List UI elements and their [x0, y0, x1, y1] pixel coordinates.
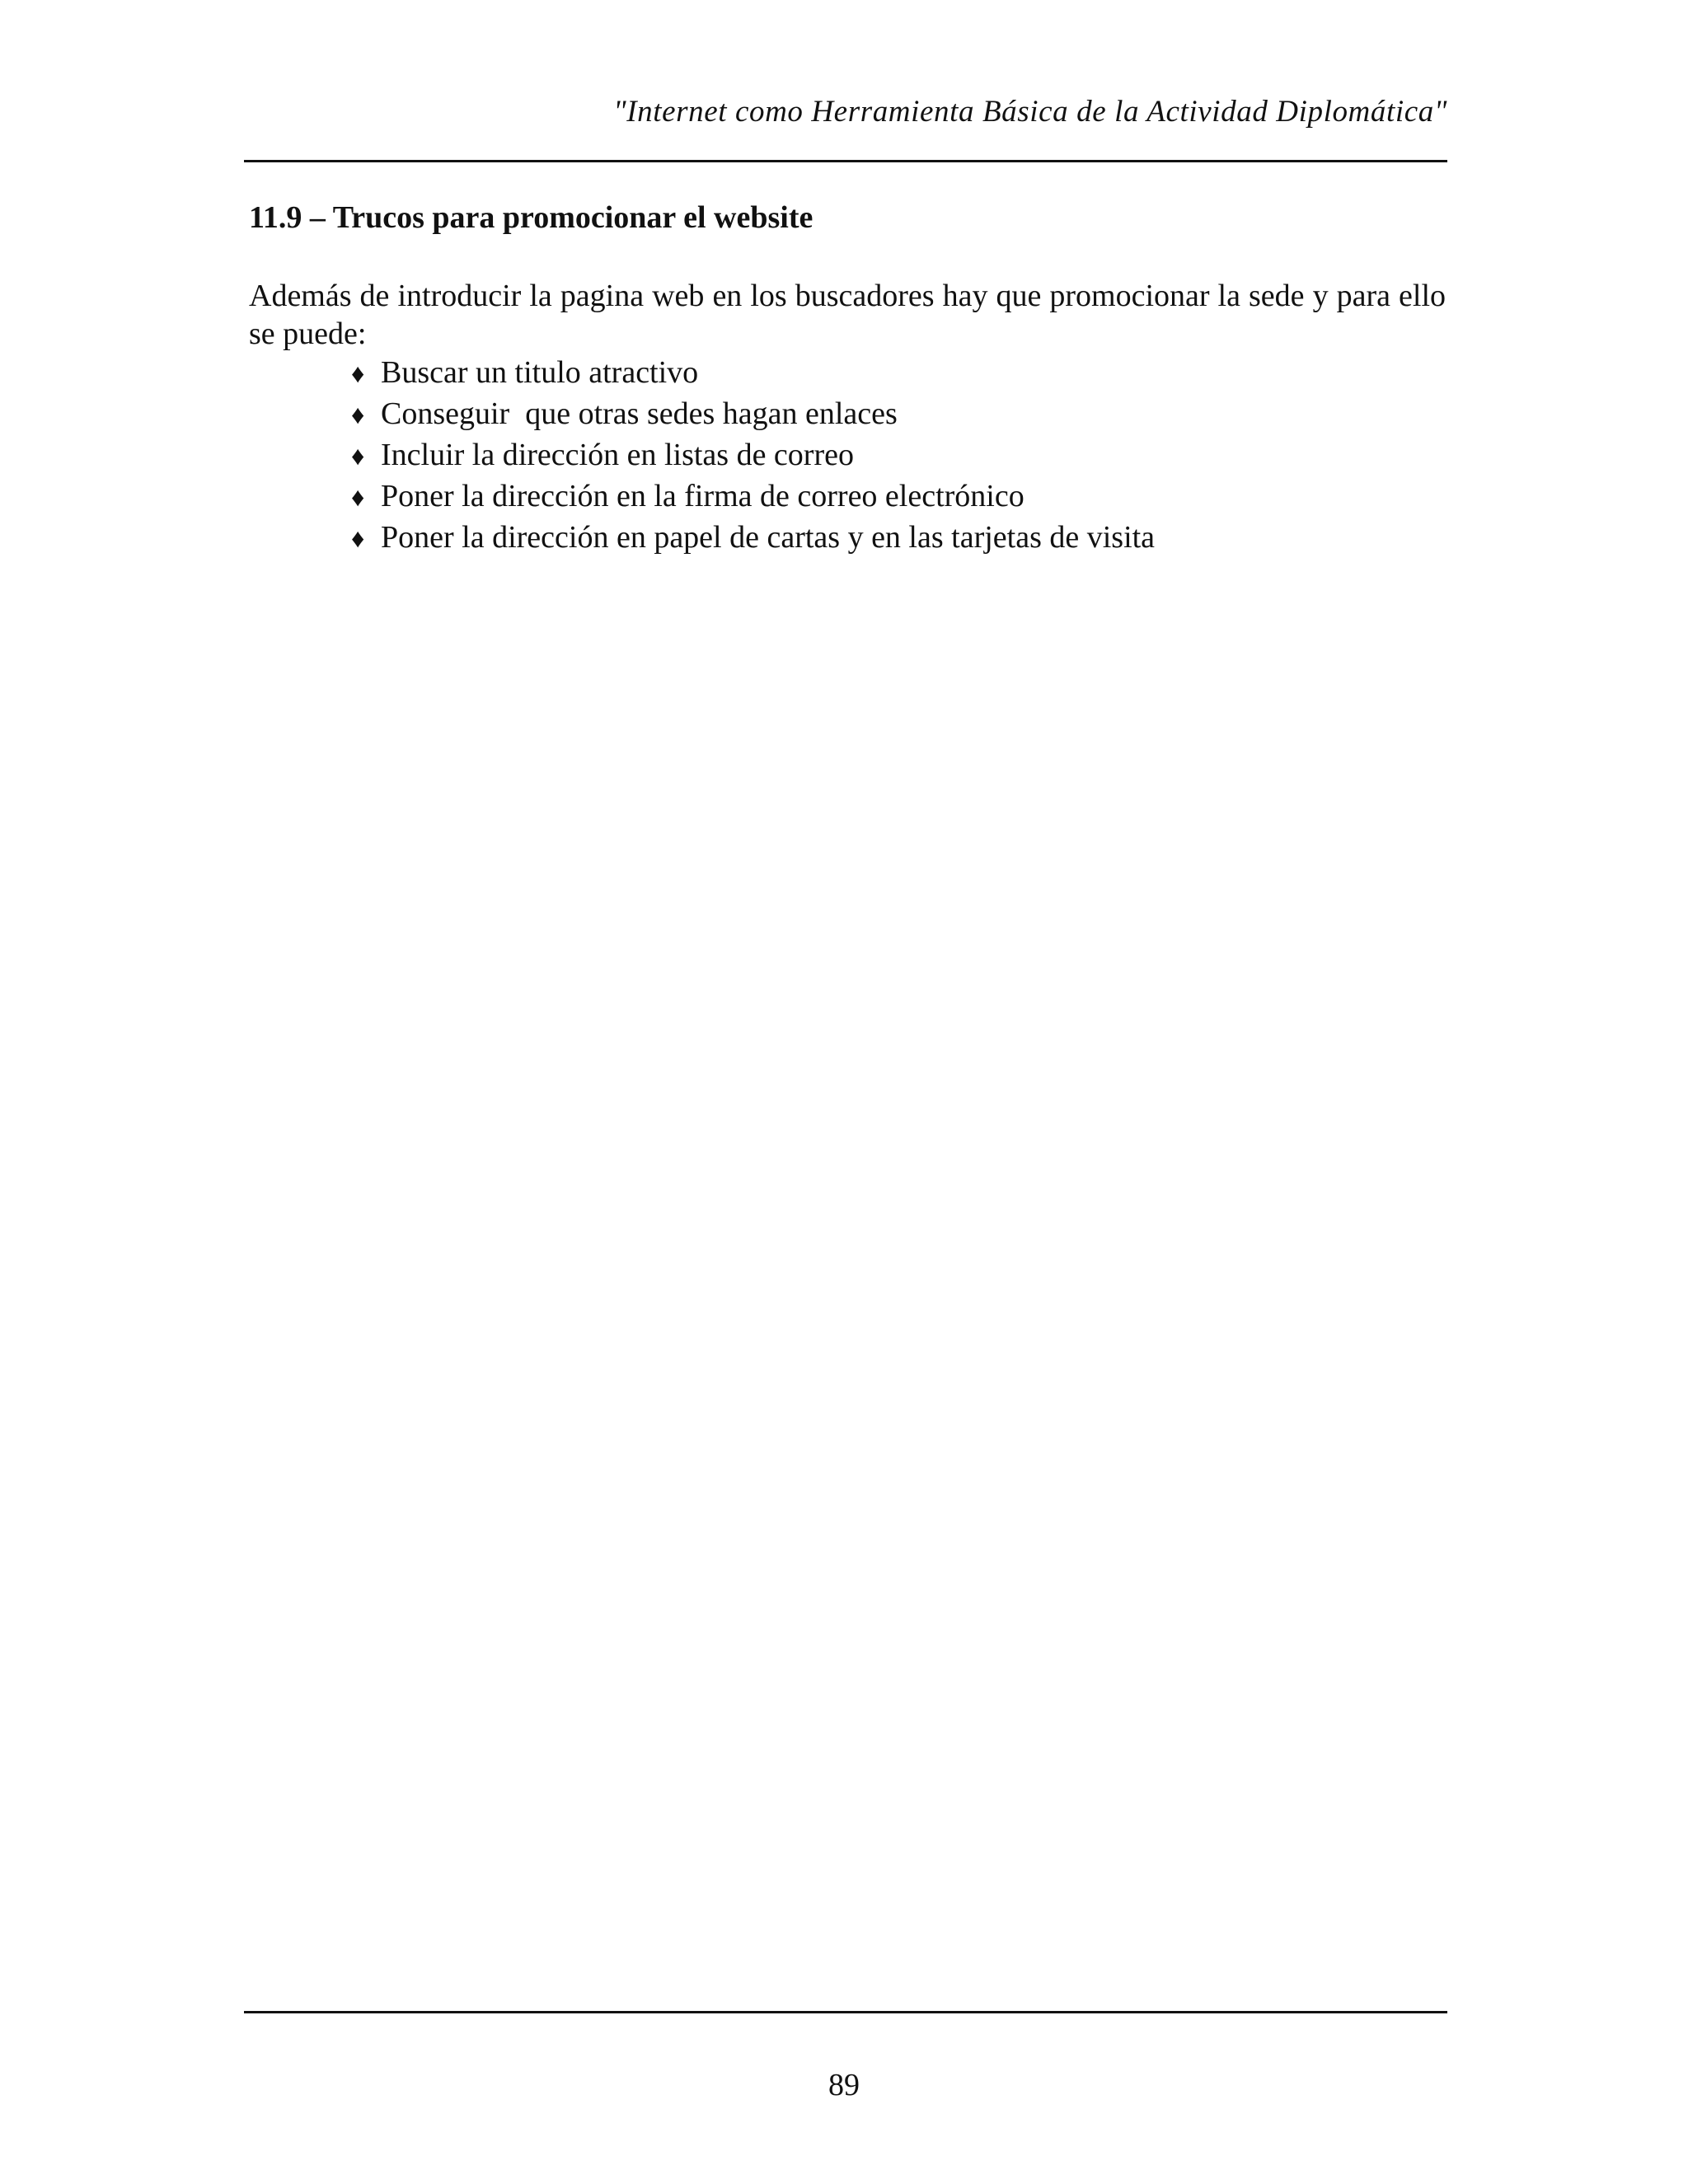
diamond-bullet-icon: ♦ — [351, 523, 365, 553]
list-item — [351, 518, 1155, 559]
list-item-text: Incluir la dirección en listas de correo — [381, 438, 854, 472]
list-item-text: Conseguir que otras sedes hagan enlaces — [381, 396, 898, 431]
list-item — [351, 435, 1155, 476]
intro-paragraph: Además de introducir la pagina web en los buscadores hay que promocionar la sede y para ello se puede: — [249, 279, 1446, 351]
list-item-text: Buscar un titulo atractivo — [381, 355, 699, 390]
list-item — [351, 476, 1155, 518]
footer-rule — [244, 2011, 1447, 2013]
list-item — [351, 353, 1155, 394]
section-heading: 11.9 – Trucos para promocionar el website — [249, 200, 814, 235]
tips-list — [351, 353, 1155, 559]
diamond-bullet-icon: ♦ — [351, 400, 365, 429]
list-item-text: Poner la dirección en papel de cartas y en las tarjetas de visita — [381, 520, 1156, 555]
page-number: 89 — [828, 2068, 860, 2102]
running-header: "Internet como Herramienta Básica de la Actividad Diplomática" — [613, 95, 1447, 129]
diamond-bullet-icon: ♦ — [351, 441, 365, 471]
list-item-text: Poner la dirección en la firma de correo electrónico — [381, 479, 1025, 513]
header-rule — [244, 160, 1447, 162]
diamond-bullet-icon: ♦ — [351, 359, 365, 388]
list-item — [351, 394, 1155, 435]
diamond-bullet-icon: ♦ — [351, 482, 365, 512]
